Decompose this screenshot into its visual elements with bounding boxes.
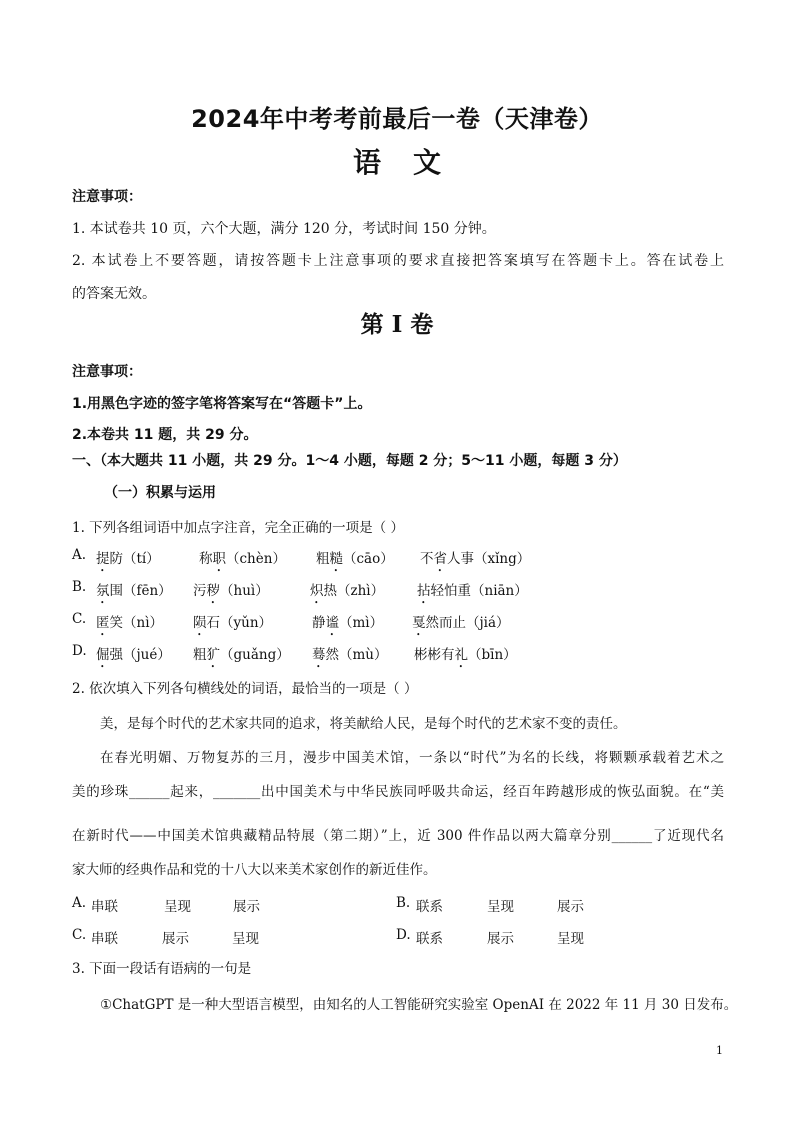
q2-paragraph-2b: 美的珍珠______起来，_______出中国美术与中华民族同呼吸共命运，经百年跨越形成的恢弘面貌。在“美 <box>72 784 724 800</box>
notice-line-1: 1. 本试卷共 10 页，六个大题，满分 120 分，考试时间 150 分钟。 <box>72 221 496 237</box>
part-one-title: 第 I 卷 <box>360 311 434 338</box>
part-notice-heading: 注意事项： <box>72 364 142 380</box>
notice-line-2a: 2. 本试卷上不要答题，请按答题卡上注意事项的要求直接把答案填写在答题卡上。答在试卷上 <box>72 253 724 269</box>
option-letter: B. <box>72 579 87 595</box>
q1-option-a: A. 提防（tí） 称职（chèn） 粗糙（cāo） 不省人事（xǐng） <box>72 547 531 567</box>
q2-option-b: B. 联系 呈现 展示 <box>396 895 584 915</box>
q2-paragraph-2d: 家大师的经典作品和党的十八大以来美术家创作的新近佳作。 <box>72 862 437 878</box>
subsection-heading: （一）积累与运用 <box>104 485 216 501</box>
q1-stem: 1. 下列各组词语中加点字注音，完全正确的一项是（ ） <box>72 520 404 536</box>
notice-line-2b: 的答案无效。 <box>72 286 156 302</box>
subject-title: 语文 <box>352 146 473 179</box>
q2-option-a: A. 串联 呈现 展示 <box>72 895 260 915</box>
section-one-heading: 一、（本大题共 11 小题，共 29 分。1～4 小题，每题 2 分；5～11 小题，每题 3 分） <box>72 453 627 469</box>
q3-stem: 3. 下面一段话有语病的一句是 <box>72 961 252 977</box>
q2-option-d: D. 联系 展示 呈现 <box>396 927 584 947</box>
q1-option-c: C. 匿笑（nì） 陨石（yǔn） 静谧（mì） 戛然而止（jiá） <box>72 611 510 631</box>
option-letter: D. <box>72 643 87 659</box>
part-rule-2: 2.本卷共 11 题，共 29 分。 <box>72 427 258 443</box>
q3-sentence-1: ①ChatGPT 是一种大型语言模型，由知名的人工智能研究实验室 OpenAI 在 2022 年 11 月 30 日发布。 <box>100 997 738 1013</box>
option-letter: C. <box>72 611 87 627</box>
part-rule-1: 1.用黑色字迹的签字笔将答案写在“答题卡”上。 <box>72 396 372 412</box>
exam-title: 2024年中考考前最后一卷（天津卷） <box>191 105 603 133</box>
q2-stem: 2. 依次填入下列各句横线处的词语，最恰当的一项是（ ） <box>72 681 418 697</box>
q1-option-b: B. 氛围（fēn） 污秽（huì） 炽热（zhì） 拈轻怕重（niān） <box>72 579 528 599</box>
q2-paragraph-2a: 在春光明媚、万物复苏的三月，漫步中国美术馆，一条以“时代”为名的长线，将颗颗承载着艺术之 <box>100 750 724 766</box>
option-letter: A. <box>72 547 87 563</box>
q2-paragraph-2c: 在新时代——中国美术馆典藏精品特展（第二期）”上，近 300 件作品以两大篇章分别______了近现代名 <box>72 828 724 844</box>
notice-heading: 注意事项： <box>72 189 142 205</box>
q2-option-c: C. 串联 展示 呈现 <box>72 927 259 947</box>
page-number: 1 <box>716 1044 723 1057</box>
q1-option-d: D. 倔强（jué） 粗犷（guǎng） 蓦然（mù） 彬彬有礼（bīn） <box>72 643 517 663</box>
q2-paragraph-1: 美，是每个时代的艺术家共同的追求，将美献给人民，是每个时代的艺术家不变的责任。 <box>100 716 627 732</box>
